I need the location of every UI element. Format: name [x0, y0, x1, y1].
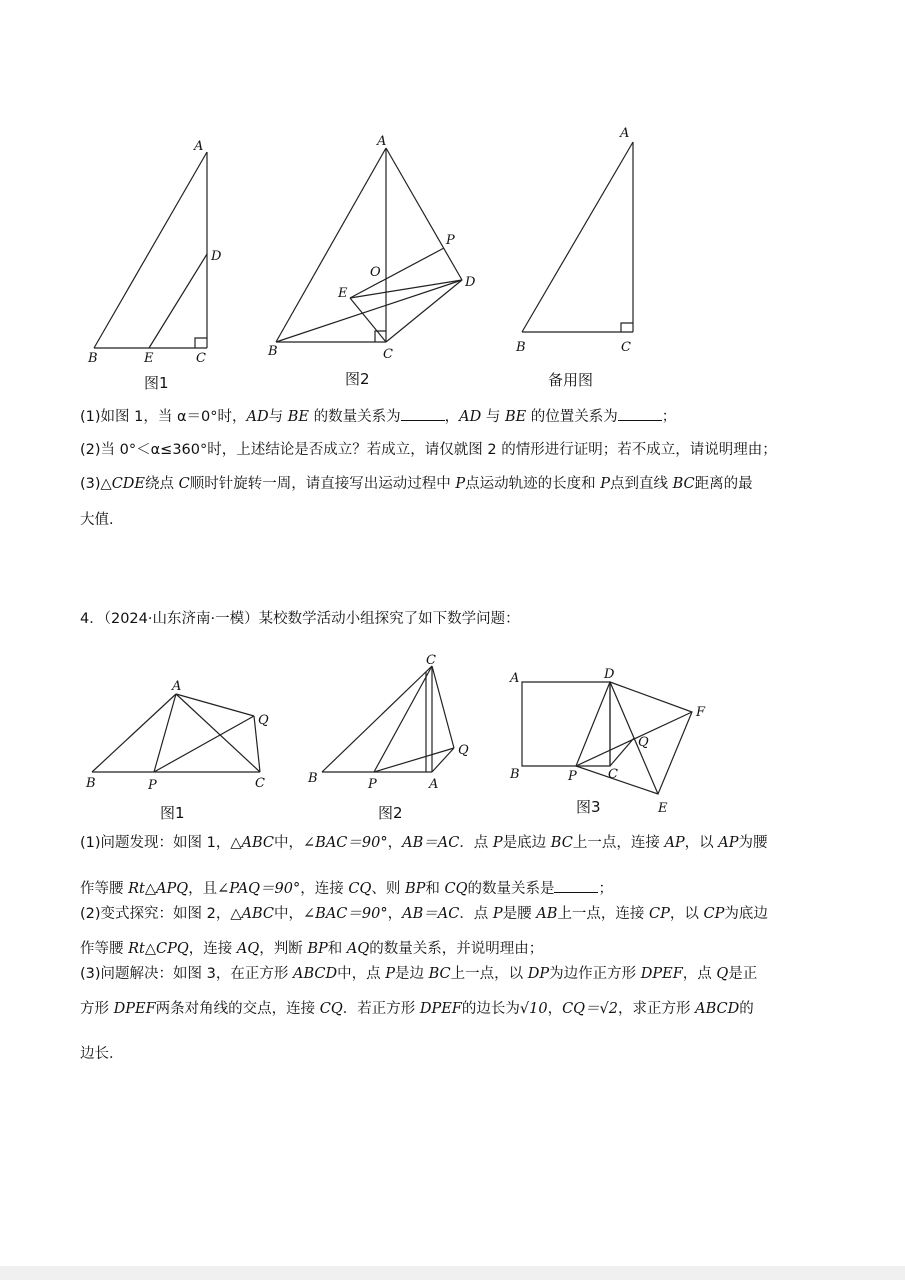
text: 的边长为: [461, 1001, 520, 1017]
right-angle-mark: [195, 338, 207, 348]
text: 和: [425, 881, 445, 897]
text: 中，点: [337, 966, 386, 982]
q4-part1-line1: [80, 833, 840, 853]
text: 的数量关系，并说明理由；: [369, 941, 544, 957]
math: CQ: [444, 881, 468, 897]
math: BC: [550, 835, 573, 851]
label-A: A: [194, 139, 204, 154]
segment-AB: [276, 148, 386, 342]
text: 中，: [274, 906, 304, 922]
math: AQ: [346, 941, 370, 957]
q4-part2-line2: [80, 939, 840, 959]
label-C: C: [621, 340, 631, 355]
answer-blank-2[interactable]: [618, 406, 662, 421]
math: BP: [404, 881, 426, 897]
label-B: B: [88, 351, 98, 366]
label-E: E: [338, 286, 348, 301]
bottom-strip: [0, 1266, 905, 1280]
text: (1)问题发现：如图 1，: [80, 835, 231, 851]
math: ∠PAQ＝90°: [217, 881, 301, 897]
math: AD: [246, 409, 269, 425]
text: 顺时针旋转一周，请直接写出运动过程中: [189, 476, 456, 492]
math: AP: [718, 835, 739, 851]
figure-1-top: [80, 130, 240, 400]
label-A: A: [510, 671, 520, 686]
text: 的数量关系为: [309, 409, 401, 425]
square-ABCD: [522, 682, 610, 766]
segment-AD: [386, 148, 462, 280]
text: ，连接: [300, 881, 349, 897]
label-B: B: [86, 776, 96, 791]
text: 距离的最: [694, 476, 753, 492]
math: ABCD: [695, 1001, 740, 1017]
text: ；: [661, 409, 677, 425]
math: P: [600, 476, 610, 492]
label-C: C: [383, 347, 393, 362]
caption-fig1: 图1: [144, 374, 169, 392]
text: (1)如图 1，当 α＝0°时，: [80, 409, 247, 425]
segment-PQ: [374, 748, 454, 772]
text: 为腰: [738, 835, 768, 851]
segment-CP: [374, 666, 432, 772]
math: AB: [536, 906, 558, 922]
segment-BD: [276, 280, 462, 342]
q4-part3-line3: 边长．: [80, 1046, 124, 1062]
label-C: C: [426, 653, 436, 668]
label-A: A: [620, 126, 630, 141]
math: CP: [703, 906, 725, 922]
text: 为底边: [724, 906, 768, 922]
q4-part3-line2: [80, 999, 840, 1019]
label-P: P: [148, 778, 157, 793]
segment-CE: [350, 298, 386, 342]
q4-figure-1: [84, 668, 284, 828]
label-C: C: [608, 767, 618, 782]
text: ，以: [684, 835, 719, 851]
text: 的数量关系是: [467, 881, 555, 897]
text: ．若正方形: [342, 1001, 420, 1017]
text: ，求正方形: [618, 1001, 696, 1017]
text: ，: [387, 906, 403, 922]
math: DPEF: [113, 1001, 156, 1017]
text: ；: [598, 881, 613, 897]
label-B: B: [308, 771, 318, 786]
label-D: D: [465, 275, 476, 290]
label-B: B: [268, 344, 278, 359]
label-F: F: [696, 705, 706, 720]
text: 的: [739, 1001, 754, 1017]
text: ，判断: [259, 941, 308, 957]
text: 上一点，以: [450, 966, 528, 982]
answer-blank-1[interactable]: [401, 406, 445, 421]
math: BP: [307, 941, 328, 957]
math: DPEF: [640, 966, 683, 982]
segment-PQ: [154, 716, 254, 772]
q3-part3-line2: 大值.: [80, 512, 114, 528]
math: P: [385, 966, 395, 982]
math: △ABC: [230, 835, 275, 851]
math: Rt△CPQ: [128, 941, 189, 957]
math: ∠BAC＝90°: [303, 906, 388, 922]
text: (3)问题解决：如图 3，在正方形: [80, 966, 293, 982]
diagonal-PF: [576, 712, 692, 766]
label-E: E: [658, 801, 668, 816]
segment-AP: [154, 694, 176, 772]
segment-CD: [386, 280, 462, 342]
q4-figure-2: [308, 648, 488, 828]
label-D: D: [604, 667, 615, 682]
math: Rt△APQ: [128, 881, 189, 897]
q4-header: 4．（2024·山东济南·一模）某校数学活动小组探究了如下数学问题：: [80, 611, 520, 627]
segment-BC: [322, 666, 432, 772]
label-C: C: [255, 776, 265, 791]
text: ，: [387, 835, 403, 851]
q3-part3-line1: [80, 474, 840, 494]
label-A: A: [172, 679, 182, 694]
caption-backup: 备用图: [548, 371, 594, 389]
text: 点运动轨迹的长度和: [465, 476, 601, 492]
text: 中，: [274, 835, 304, 851]
text: 是正: [728, 966, 758, 982]
text: ，: [547, 1001, 563, 1017]
label-C: C: [196, 351, 206, 366]
answer-blank-3[interactable]: [554, 878, 598, 893]
segment-CQ: [610, 738, 634, 766]
math: √10: [519, 1001, 548, 1017]
caption-q4-fig1: 图1: [160, 804, 185, 822]
figure-backup-top: [510, 120, 650, 392]
text: 与: [481, 409, 505, 425]
label-B: B: [516, 340, 526, 355]
text: (3)△: [80, 476, 112, 492]
q4-part3-line1: [80, 964, 840, 984]
q4-part1-line2: [80, 878, 840, 899]
text: ，且: [188, 881, 218, 897]
math: Q: [716, 966, 729, 982]
math: CDE: [111, 476, 146, 492]
segment-CQ: [432, 666, 454, 748]
text: (2)变式探究：如图 2，: [80, 906, 231, 922]
segment-DE: [149, 254, 207, 348]
math: AQ: [236, 941, 260, 957]
math: DP: [527, 966, 550, 982]
text: 作等腰: [80, 941, 129, 957]
q3-part2: (2)当 0°＜α≤360°时，上述结论是否成立？若成立，请仅就图 2 的情形进行证明；若不成立，请说明理由；: [80, 442, 777, 458]
math: CP: [649, 906, 670, 922]
label-O: O: [370, 265, 381, 280]
segment-AB: [94, 152, 207, 348]
text: 为边作正方形: [549, 966, 641, 982]
segment-AB: [522, 142, 633, 332]
text: 是腰: [502, 906, 537, 922]
caption-q4-fig2: 图2: [378, 804, 403, 822]
math: CQ＝√2: [562, 1001, 619, 1017]
label-A: A: [377, 134, 387, 149]
math: BC: [428, 966, 451, 982]
text: 作等腰: [80, 881, 129, 897]
label-Q: Q: [258, 713, 269, 728]
math: P: [492, 906, 503, 922]
text: 上一点，连接: [557, 906, 650, 922]
text: ，: [444, 409, 460, 425]
math: P: [492, 835, 503, 851]
math: AD: [459, 409, 482, 425]
label-P: P: [568, 769, 577, 784]
label-E: E: [144, 351, 154, 366]
text: 方形: [80, 1001, 114, 1017]
math: CQ: [319, 1001, 343, 1017]
text: ，连接: [188, 941, 237, 957]
label-D: D: [211, 249, 222, 264]
caption-fig2: 图2: [345, 370, 370, 388]
math: BC: [672, 476, 695, 492]
q4-figure-3: [506, 660, 726, 830]
text: 绕点: [145, 476, 179, 492]
label-B: B: [510, 767, 520, 782]
text: 上一点，连接: [572, 835, 665, 851]
right-angle-mark: [621, 323, 633, 332]
math: ∠BAC＝90°: [303, 835, 388, 851]
text: 的位置关系为: [526, 409, 618, 425]
text: ．点: [459, 906, 493, 922]
text: 、则: [371, 881, 405, 897]
math: ABCD: [292, 966, 338, 982]
math: DPEF: [419, 1001, 462, 1017]
text: ，点: [682, 966, 717, 982]
text: 和: [327, 941, 347, 957]
label-Q: Q: [458, 743, 469, 758]
label-A: A: [429, 777, 439, 792]
math: CQ: [348, 881, 372, 897]
label-Q: Q: [638, 735, 649, 750]
label-P: P: [446, 233, 455, 248]
segment-AB: [92, 694, 176, 772]
math: BE: [287, 409, 309, 425]
text: 点到直线: [609, 476, 673, 492]
math: AB＝AC: [402, 835, 460, 851]
text: 两条对角线的交点，连接: [155, 1001, 320, 1017]
figure-2-top: [262, 130, 492, 392]
math: BE: [504, 409, 527, 425]
text: 是底边: [502, 835, 551, 851]
math: △ABC: [230, 906, 275, 922]
q4-part2-line1: [80, 904, 840, 924]
math: C: [178, 476, 190, 492]
q3-part1: [80, 406, 840, 427]
math: AB＝AC: [402, 906, 460, 922]
text: ．点: [459, 835, 493, 851]
caption-q4-fig3: 图3: [576, 798, 601, 816]
label-P: P: [368, 777, 377, 792]
math: P: [455, 476, 466, 492]
text: 是边: [394, 966, 429, 982]
math: AP: [664, 835, 685, 851]
text: ，以: [669, 906, 704, 922]
text: 与: [268, 409, 288, 425]
